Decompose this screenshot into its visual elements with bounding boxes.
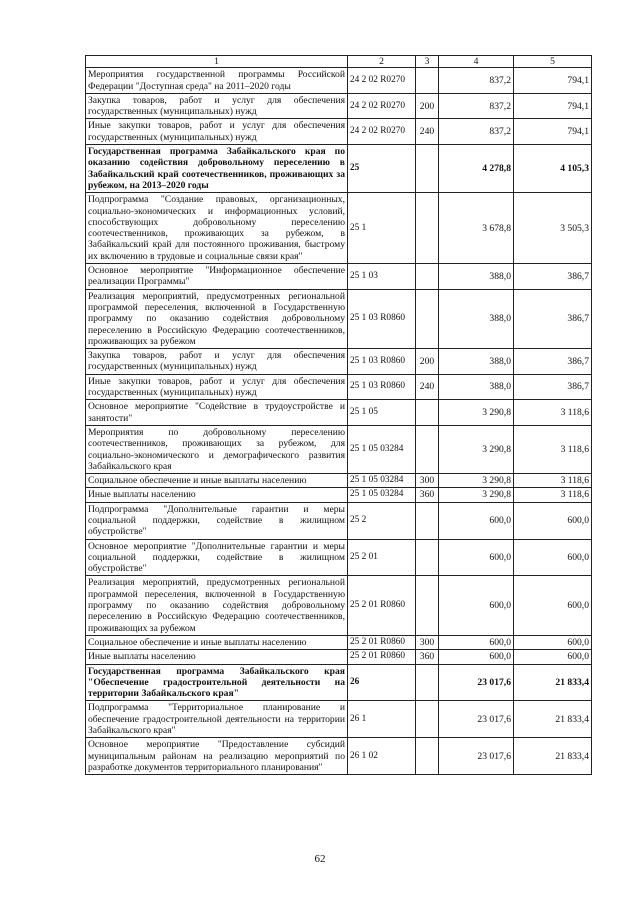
- row-value-col5: 3 118,6: [514, 400, 592, 426]
- header-col-1: 1: [86, 56, 348, 68]
- row-value-col5: 600,0: [514, 635, 592, 649]
- row-name: Мероприятия государственной программы Российской Федерации "Доступная среда" на 2011–2020 годы: [86, 68, 348, 94]
- page-number: 62: [314, 853, 326, 865]
- row-value-col4: 23 017,6: [439, 701, 514, 738]
- row-value-col5: 386,7: [514, 349, 592, 375]
- row-value-col5: 3 118,6: [514, 425, 592, 473]
- row-expense-type: 360: [416, 488, 439, 502]
- row-name: Иные выплаты населению: [86, 488, 348, 502]
- row-value-col4: 837,2: [439, 119, 514, 145]
- header-col-2: 2: [348, 56, 416, 68]
- row-value-col5: 794,1: [514, 119, 592, 145]
- table-row: [86, 576, 592, 635]
- row-code: 25 2: [348, 502, 416, 539]
- row-name: Закупка товаров, работ и услуг для обеспечения государственных (муниципальных) нужд: [86, 349, 348, 375]
- row-value-col4: 600,0: [439, 576, 514, 635]
- table-row: [86, 738, 592, 775]
- row-value-col5: 794,1: [514, 68, 592, 94]
- row-value-col4: 23 017,6: [439, 664, 514, 701]
- table-row: [86, 664, 592, 701]
- row-name: Закупка товаров, работ и услуг для обеспечения государственных (муниципальных) нужд: [86, 93, 348, 119]
- row-value-col4: 3 290,8: [439, 474, 514, 488]
- row-code: 25: [348, 145, 416, 193]
- row-value-col5: 600,0: [514, 502, 592, 539]
- row-expense-type: [416, 68, 439, 94]
- row-value-col4: 600,0: [439, 539, 514, 576]
- row-value-col5: 4 105,3: [514, 145, 592, 193]
- table-row: [86, 93, 592, 119]
- header-col-4: 4: [439, 56, 514, 68]
- row-code: 25 2 01: [348, 539, 416, 576]
- row-value-col5: 21 833,4: [514, 738, 592, 775]
- row-value-col4: 3 290,8: [439, 488, 514, 502]
- row-name: Государственная программа Забайкальского края по оказанию содействия добровольному переселению в Забайкальский край соотечественников, проживающих за рубежом, на 2013–2020 годы: [86, 145, 348, 193]
- row-name: Основное мероприятие "Дополнительные гарантии и меры социальной поддержки, содействие в жилищном обустройстве": [86, 539, 348, 576]
- row-code: 25 1: [348, 193, 416, 264]
- row-expense-type: 200: [416, 93, 439, 119]
- row-code: 25 2 01 R0860: [348, 576, 416, 635]
- row-code: 25 1 03 R0860: [348, 374, 416, 400]
- row-value-col4: 388,0: [439, 264, 514, 290]
- table-row: [86, 425, 592, 473]
- row-code: 25 2 01 R0860: [348, 635, 416, 649]
- row-code: 26 1: [348, 701, 416, 738]
- row-value-col4: 837,2: [439, 68, 514, 94]
- row-expense-type: [416, 289, 439, 348]
- row-name: Основное мероприятие "Информационное обеспечение реализации Программы": [86, 264, 348, 290]
- row-value-col4: 4 278,8: [439, 145, 514, 193]
- row-code: 25 1 05 03284: [348, 425, 416, 473]
- row-expense-type: [416, 664, 439, 701]
- row-name: Подпрограмма "Дополнительные гарантии и меры социальной поддержки, содействие в жилищном обустройстве": [86, 502, 348, 539]
- row-code: 25 1 05 03284: [348, 488, 416, 502]
- row-value-col5: 794,1: [514, 93, 592, 119]
- table-row: [86, 701, 592, 738]
- header-row: [86, 56, 592, 68]
- header-col-5: 5: [514, 56, 592, 68]
- row-name: Подпрограмма "Территориальное планирование и обеспечение градостроительной деятельности на территории Забайкальского края": [86, 701, 348, 738]
- row-expense-type: [416, 502, 439, 539]
- row-name: Иные закупки товаров, работ и услуг для обеспечения государственных (муниципальных) нужд: [86, 119, 348, 145]
- row-value-col5: 600,0: [514, 539, 592, 576]
- table-row: [86, 349, 592, 375]
- row-expense-type: 300: [416, 474, 439, 488]
- row-name: Иные выплаты населению: [86, 650, 348, 664]
- row-value-col4: 837,2: [439, 93, 514, 119]
- row-expense-type: 200: [416, 349, 439, 375]
- row-expense-type: [416, 576, 439, 635]
- row-code: 25 1 05: [348, 400, 416, 426]
- table-row: [86, 502, 592, 539]
- row-value-col5: 3 118,6: [514, 474, 592, 488]
- table-row: [86, 264, 592, 290]
- row-expense-type: [416, 539, 439, 576]
- row-value-col5: 386,7: [514, 264, 592, 290]
- table-row: [86, 635, 592, 649]
- row-value-col4: 388,0: [439, 289, 514, 348]
- row-value-col4: 3 678,8: [439, 193, 514, 264]
- row-value-col4: 3 290,8: [439, 400, 514, 426]
- row-value-col4: 388,0: [439, 349, 514, 375]
- row-code: 25 1 05 03284: [348, 474, 416, 488]
- budget-table: [85, 55, 592, 775]
- table-row: [86, 539, 592, 576]
- table-row: [86, 400, 592, 426]
- row-expense-type: 300: [416, 635, 439, 649]
- row-value-col5: 386,7: [514, 374, 592, 400]
- row-expense-type: [416, 425, 439, 473]
- row-value-col4: 600,0: [439, 635, 514, 649]
- row-code: 24 2 02 R0270: [348, 119, 416, 145]
- row-name: Подпрограмма "Создание правовых, организационных, социально-экономических и информационных условий, способствующих добровольному переселению соотечественников, проживающих за рубежом, в Забайкальский край для постоянного проживания, быстрому их включению в трудовые и социальные связи края": [86, 193, 348, 264]
- row-name: Социальное обеспечение и иные выплаты населению: [86, 635, 348, 649]
- row-expense-type: 240: [416, 119, 439, 145]
- row-expense-type: [416, 145, 439, 193]
- table-row: [86, 119, 592, 145]
- table-row: [86, 488, 592, 502]
- table-body: [86, 68, 592, 775]
- row-value-col5: 600,0: [514, 650, 592, 664]
- header-col-3: 3: [416, 56, 439, 68]
- row-expense-type: [416, 701, 439, 738]
- row-expense-type: 360: [416, 650, 439, 664]
- row-value-col5: 600,0: [514, 576, 592, 635]
- row-value-col5: 3 118,6: [514, 488, 592, 502]
- table-row: [86, 650, 592, 664]
- row-expense-type: [416, 264, 439, 290]
- row-value-col4: 3 290,8: [439, 425, 514, 473]
- row-expense-type: [416, 400, 439, 426]
- row-code: 25 1 03: [348, 264, 416, 290]
- row-code: 24 2 02 R0270: [348, 68, 416, 94]
- row-expense-type: [416, 193, 439, 264]
- row-value-col5: 21 833,4: [514, 701, 592, 738]
- row-code: 24 2 02 R0270: [348, 93, 416, 119]
- row-value-col5: 386,7: [514, 289, 592, 348]
- row-value-col4: 600,0: [439, 502, 514, 539]
- table-row: [86, 289, 592, 348]
- row-code: 26: [348, 664, 416, 701]
- row-name: Мероприятия по добровольному переселению соотечественников, проживающих за рубежом, для социально-экономического и демографического развития Забайкальского края: [86, 425, 348, 473]
- row-expense-type: [416, 738, 439, 775]
- row-name: Реализация мероприятий, предусмотренных региональной программой переселения, включенной в Государственную программу по оказанию содействия добровольному переселению в Российскую Федерацию соотечественников, проживающих за рубежом: [86, 289, 348, 348]
- row-value-col5: 21 833,4: [514, 664, 592, 701]
- row-code: 26 1 02: [348, 738, 416, 775]
- table-row: [86, 145, 592, 193]
- row-name: Основное мероприятие "Предоставление субсидий муниципальным районам на реализацию мероприятий по разработке документов территориального планирования": [86, 738, 348, 775]
- row-code: 25 1 03 R0860: [348, 349, 416, 375]
- row-value-col4: 23 017,6: [439, 738, 514, 775]
- table-row: [86, 193, 592, 264]
- row-code: 25 1 03 R0860: [348, 289, 416, 348]
- row-value-col4: 600,0: [439, 650, 514, 664]
- row-name: Основное мероприятие "Содействие в трудоустройстве и занятости": [86, 400, 348, 426]
- row-name: Иные закупки товаров, работ и услуг для обеспечения государственных (муниципальных) нужд: [86, 374, 348, 400]
- row-name: Реализация мероприятий, предусмотренных региональной программой переселения, включенной в Государственную программу по оказанию содействия добровольному переселению в Российскую Федерацию соотечественников, проживающих за рубежом: [86, 576, 348, 635]
- table-row: [86, 374, 592, 400]
- row-name: Социальное обеспечение и иные выплаты населению: [86, 474, 348, 488]
- table-row: [86, 68, 592, 94]
- row-value-col5: 3 505,3: [514, 193, 592, 264]
- row-code: 25 2 01 R0860: [348, 650, 416, 664]
- table-row: [86, 474, 592, 488]
- row-name: Государственная программа Забайкальского края "Обеспечение градостроительной деятельности на территории Забайкальского края": [86, 664, 348, 701]
- row-expense-type: 240: [416, 374, 439, 400]
- row-value-col4: 388,0: [439, 374, 514, 400]
